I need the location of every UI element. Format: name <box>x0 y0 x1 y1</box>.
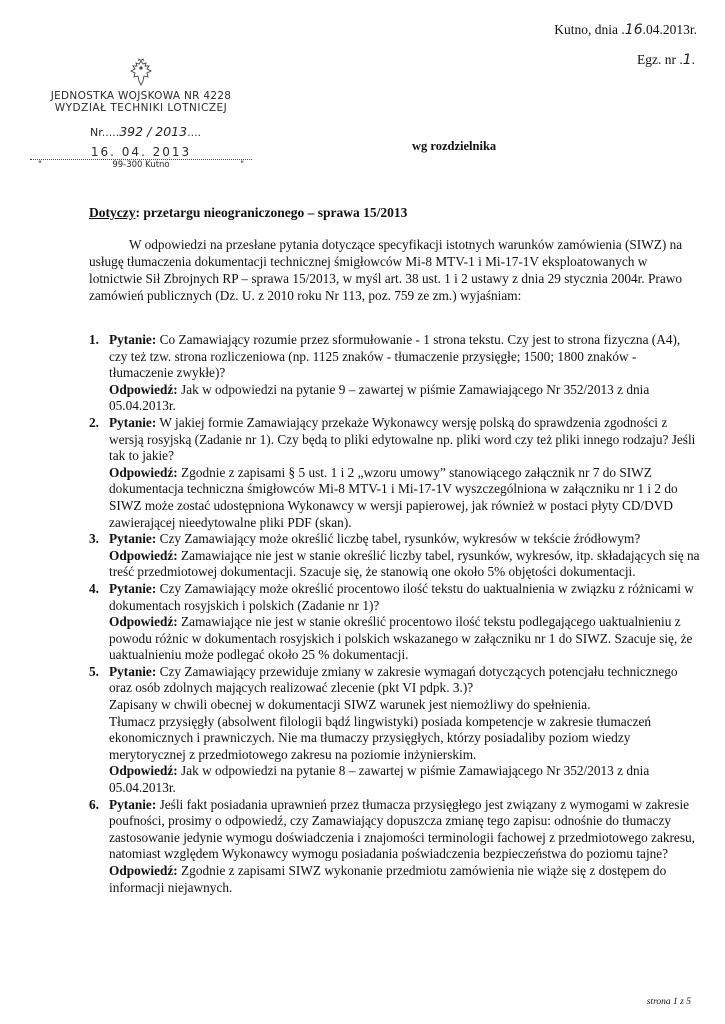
item-number: 6. <box>89 796 99 812</box>
answer-label: Odpowiedź: <box>109 381 178 397</box>
answer-text: Zgodnie z zapisami SIWZ wykonanie przedmiotu zamówienia nie wiąże się z dostępem do informacji niejawnych. <box>109 863 667 895</box>
answer-label: Odpowiedź: <box>109 547 178 563</box>
question-text: Czy Zamawiający może określić procentowo ilość tekstu do uaktualnienia w związku z różnicami w dokumentach rosyjskich i polskich (Zadanie nr 1)? <box>109 580 694 613</box>
page-number: strona 1 z 5 <box>646 997 691 1007</box>
egz-handwritten: 1 <box>682 52 692 68</box>
date-handwritten: 16 <box>624 22 643 38</box>
intro-paragraph: W odpowiedzi na przesłane pytania dotyczące specyfikacji istotnych warunków zamówienia (SIWZ) na usługę tłumaczenia dokumentacji technicznej śmigłowców Mi-8 MTV-1 i Mi-17-1V eksploatowanych w lotnictwie Sił Zbrojnych RP – sprawa 15/2013, w myśl art. 38 ust. 1 i 2 ustawy z dnia 29 stycznia 2004r. Prawo zamówień publicznych (Dz. U. z 2010 roku Nr 113, poz. 759 ze zm.) wyjaśniam: <box>89 237 683 303</box>
answer-label: Odpowiedź: <box>109 863 178 878</box>
qa-list <box>89 332 701 896</box>
answer-text: Zamawiające nie jest w stanie określić liczby tabel, rysunków, wykresów, itp. składających się na treść przedmiotowej dokumentacji. Szacuje się, że stanowią one około 5% objętości dokumentacji. <box>109 547 700 580</box>
list-item <box>89 797 701 897</box>
question-label: Pytanie: <box>109 332 157 347</box>
question-extra-text: Zapisany w chwili obecnej w dokumentacji SIWZ warunek jest niemożliwy do spełnienia. <box>109 697 591 713</box>
list-item <box>89 332 701 415</box>
answer-text: Zgodnie z zapisami § 5 ust. 1 i 2 „wzoru umowy” stanowiącego załącznik nr 7 do SIWZ dokumentacja techniczna śmigłowców Mi-8 MTV-1 i Mi-17-1V wyszczególniona w załączniku nr 1 i 2 do SIWZ może zostać udostępniona Wykonawcy w wersji papierowej, jak również w postaci płyty CD/DVD zawierającej nieedytowalne pliki PDF (skan). <box>109 464 678 530</box>
item-number: 4. <box>89 580 99 596</box>
answer-label: Odpowiedź: <box>109 464 178 480</box>
question-text: Jeśli fakt posiadania uprawnień przez tłumacza przysięgłego jest związany z wymogami w zakresie poufności, prosimy o odpowiedź, czy Zamawiający dopuszcza zmianę tego zapisu: odnośnie do tłumaczy zastosowanie jedynie wymogu doświadczenia i znajomości terminologii fachowej z przedmiotowego zakresu, natomiast względem Wykonawcy wymogu posiadania poświadczenia bezpieczeństwa do poziomu tajne? <box>109 796 695 862</box>
answer-label: Odpowiedź: <box>109 763 178 779</box>
question-text: Co Zamawiający rozumie przez sformułowanie - 1 strona tekstu. Czy jest to strona fizyczna (A4), czy też tzw. strona rozliczeniowa (np. 1125 znaków - tłumaczenie przysięgłe; 1500; 1800 znaków - tłumaczenie zwykłe)? <box>109 332 681 381</box>
office-stamp <box>28 58 254 170</box>
subject-text: : przetargu nieograniczonego – sprawa 15/2013 <box>135 205 408 220</box>
question-text: Czy Zamawiający może określić liczbę tabel, rysunków, wykresów w tekście źródłowym? <box>159 531 641 547</box>
item-number: 1. <box>89 332 99 347</box>
stamp-nr-prefix: Nr..... <box>90 126 120 139</box>
stamp-foot-right: " <box>240 160 244 170</box>
stamp-date: 16. 04. 2013 <box>90 145 192 159</box>
question-text: W jakiej formie Zamawiający przekaże Wykonawcy wersję polską do sprawdzenia zgodności z wersją rosyjską (Zadanie nr 1). Czy będą to pliki edytowalne np. pliki word czy też pliki innego rodzaju? Jeśli tak to jakie? <box>109 414 696 464</box>
stamp-city: 99-300 Kutno <box>112 160 170 170</box>
list-item <box>89 664 701 797</box>
question-extra-text: Tłumacz przysięgły (absolwent filologii bądź lingwistyki) posiada kompetencje w zakresie tłumaczeń ekonomicznych i prawniczych. Nie ma tłumaczy przysięgłych, którzy posiadaliby poziom wiedzy merytorycznej z przedmiotowego zakresu na poziomie inżynierskim. <box>109 713 652 762</box>
eagle-emblem-icon <box>126 58 156 88</box>
item-number: 5. <box>89 663 99 679</box>
copy-number <box>637 52 695 68</box>
subject-line <box>89 205 407 221</box>
stamp-nr-suffix: .... <box>187 126 202 139</box>
subject-label: Dotyczy <box>89 205 136 220</box>
date-prefix: Kutno, dnia . <box>554 22 625 37</box>
list-item <box>89 415 701 531</box>
stamp-footer <box>28 160 254 170</box>
question-label: Pytanie: <box>109 663 157 679</box>
answer-text: Jak w odpowiedzi na pytanie 8 – zawartej w piśmie Zamawiającego Nr 352/2013 z dnia 05.04.2013r. <box>109 763 650 796</box>
question-text: Czy Zamawiający przewiduje zmiany w zakresie wymagań dotyczących potencjału technicznego oraz osób zdolnych mających realizować zlecenie (pkt VI pdpk. 3.)? <box>109 663 678 696</box>
list-item <box>89 531 701 581</box>
recipient: wg rozdzielnika <box>412 139 497 153</box>
list-item <box>89 581 701 664</box>
item-number: 3. <box>89 531 99 547</box>
stamp-foot-left: " <box>38 160 42 170</box>
answer-label: Odpowiedź: <box>109 614 178 630</box>
item-number: 2. <box>89 414 99 430</box>
answer-text: Zamawiające nie jest w stanie określić procentowo ilość tekstu podlegającego uaktualnieniu z powodu różnic w dokumentach rosyjskich i polskich wskazanego w załączniku nr 1 do SIWZ. Szacuje się, że uaktualnieniu może podlegać około 25 % dokumentacji. <box>109 614 693 663</box>
stamp-department-line: WYDZIAŁ TECHNIKI LOTNICZEJ <box>54 102 228 114</box>
question-label: Pytanie: <box>109 580 157 596</box>
date-suffix: .04.2013r. <box>642 22 697 37</box>
stamp-nr-handwritten: 392 / 2013 <box>119 124 188 139</box>
question-label: Pytanie: <box>109 531 157 547</box>
question-label: Pytanie: <box>109 414 157 430</box>
stamp-unit-line: JEDNOSTKA WOJSKOWA NR 4228 <box>50 90 232 102</box>
stamp-reference-number <box>90 124 254 139</box>
letter-date <box>554 22 697 38</box>
egz-prefix: Egz. nr . <box>636 52 683 67</box>
question-label: Pytanie: <box>109 796 157 812</box>
answer-text: Jak w odpowiedzi na pytanie 9 – zawartej w piśmie Zamawiającego Nr 352/2013 z dnia 05.04.2013r. <box>109 381 650 414</box>
egz-suffix: . <box>691 52 695 67</box>
